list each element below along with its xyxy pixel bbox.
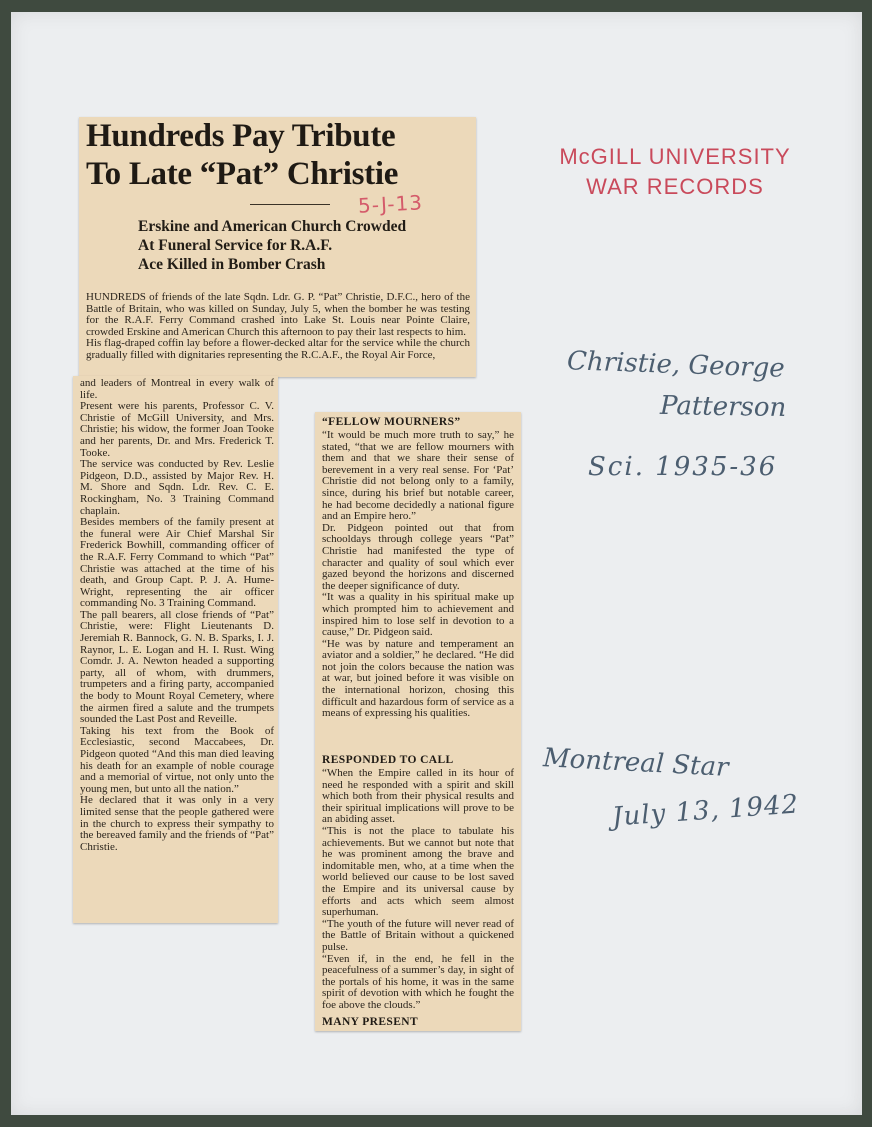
article-column-2-part-2: “When the Empire called in its hour of need he responded with a spirit and skill which both from their physical results and their spiritual implications will prove to be an abiding asset. “This is not the place to tabulate his achievements. But we cannot but note that he was prominent among the brave and indomitable men, who, at a time when the world believed our cause to be lost saved the Empire and its universal cause by efforts and acts which seem almost superhuman. “The youth of the future will never read of the Battle of Britain without a quickened pulse. “Even if, in the end, he fell in the peacefulness of a summer’s day, in sight of the portals of his home, it was in the same spirit of devotion with which he fought the foe above the clouds.” — [322, 767, 514, 1011]
handwritten-date: July 13, 1942 — [611, 789, 801, 833]
stamp-line-2: WAR RECORDS — [586, 174, 764, 199]
subhead-line-1: Erskine and American Church Crowded — [138, 218, 407, 235]
subhead-line-2: At Funeral Service for R.A.F. — [138, 237, 333, 254]
stamp-line-1: McGILL UNIVERSITY — [559, 144, 791, 169]
article-intro: HUNDREDS of friends of the late Sqdn. Ldr. G. P. “Pat” Christie, D.F.C., hero of the Battle of Britain, who was killed on Sunday, July 5, when the bomber he was testing for the R.A.F. Ferry Command crashed into Lake St. Louis near Pointe Claire, crowded Erskine and American Church this afternoon to pay their last respects to him. His flag-draped coffin lay before a flower-decked altar for the service while the church gradually filled with dignitaries representing the R.C.A.F., the Royal Air Force, — [86, 291, 470, 361]
clipping-subheadline — [138, 217, 468, 274]
article-column-2-part-1: “It would be much more truth to say,” he stated, “that we are fellow mourners with them and that we share their sense of berevement in a very real sense. For ‘Pat’ Christie did not belong only to a family, since, during his brief but notable career, he had become decidedly a national figure and an Empire hero.” Dr. Pidgeon pointed out that from schooldays through college years “Pat” Christie had manifested the type of character and quality of soul which ever gazed beyond the horizons and discerned the deeper significance of duty. “It was a quality in his spiritual make up which prompted him to achievement and inspired him to lose self in devotion to a cause,” Dr. Pidgeon said. “He was by nature and temperament an aviator and a soldier,” he declared. “He did not join the colors because the nation was at war, but joined before it was visible on the international horizon, chosing this difficult and hazardous form of service as a means of expressing his qualities. — [322, 429, 514, 720]
handwritten-name-line-2: Patterson — [659, 390, 787, 424]
handwritten-name-line-1: Christie, George — [566, 346, 786, 384]
headline-line-2: To Late “Pat” Christie — [86, 156, 399, 192]
subhead-line-3: Ace Killed in Bomber Crash — [138, 256, 326, 273]
headline-line-1: Hundreds Pay Tribute — [86, 118, 396, 154]
section-heading-many-present: MANY PRESENT — [322, 1016, 419, 1028]
headline-rule — [250, 204, 330, 205]
pencil-annotation: 5-J-13 — [357, 190, 424, 218]
section-heading-fellow-mourners: “FELLOW MOURNERS” — [322, 416, 461, 428]
article-column-1: and leaders of Montreal in every walk of life. Present were his parents, Professor C. V. Christie of McGill University, and Mrs. Christie; his widow, the former Joan Tooke and her parents, Dr. and Mrs. Frederick T. Tooke. The service was conducted by Rev. Leslie Pidgeon, D.D., assisted by Major Rev. H. M. Shore and Sqdn. Ldr. Rev. C. E. Rockingham, No. 3 Training Command chaplain. Besides members of the family present at the funeral were Air Chief Marshal Sir Frederick Bowhill, commanding officer of the R.A.F. Ferry Command to which “Pat” Christie was attached at the time of his death, and Group Capt. P. J. A. Hume-Wright, representing the air officer commanding No. 3 Training Command. The pall bearers, all close friends of “Pat” Christie, were: Flight Lieutenants D. Jeremiah R. Bannock, G. N. B. Sparks, I. J. Raynor, L. E. Logan and H. I. Rust. Wing Comdr. J. A. Newton headed a supporting party, all of whom, with drummers, trumpeters and a firing party, accompanied the body to Mount Royal Cemetery, where the airmen fired a salute and the trumpets sounded the Last Post and Reveille. Taking his text from the Book of Ecclesiastic, second Maccabees, Dr. Pidgeon quoted “And this man died leaving his death for an example of noble courage and a memorial of virtue, not only unto the young men, but unto all the nation.” He declared that it was only in a very limited sense that the people gathered were in the church to express their sympathy to the bereaved family and the friends of “Pat” Christie. — [80, 377, 274, 853]
clipping-headline — [86, 117, 466, 193]
war-records-stamp — [520, 142, 830, 202]
section-heading-responded-to-call: RESPONDED TO CALL — [322, 754, 454, 766]
handwritten-source: Montreal Star — [542, 743, 730, 783]
handwritten-faculty: Sci. 1935-36 — [588, 452, 778, 482]
